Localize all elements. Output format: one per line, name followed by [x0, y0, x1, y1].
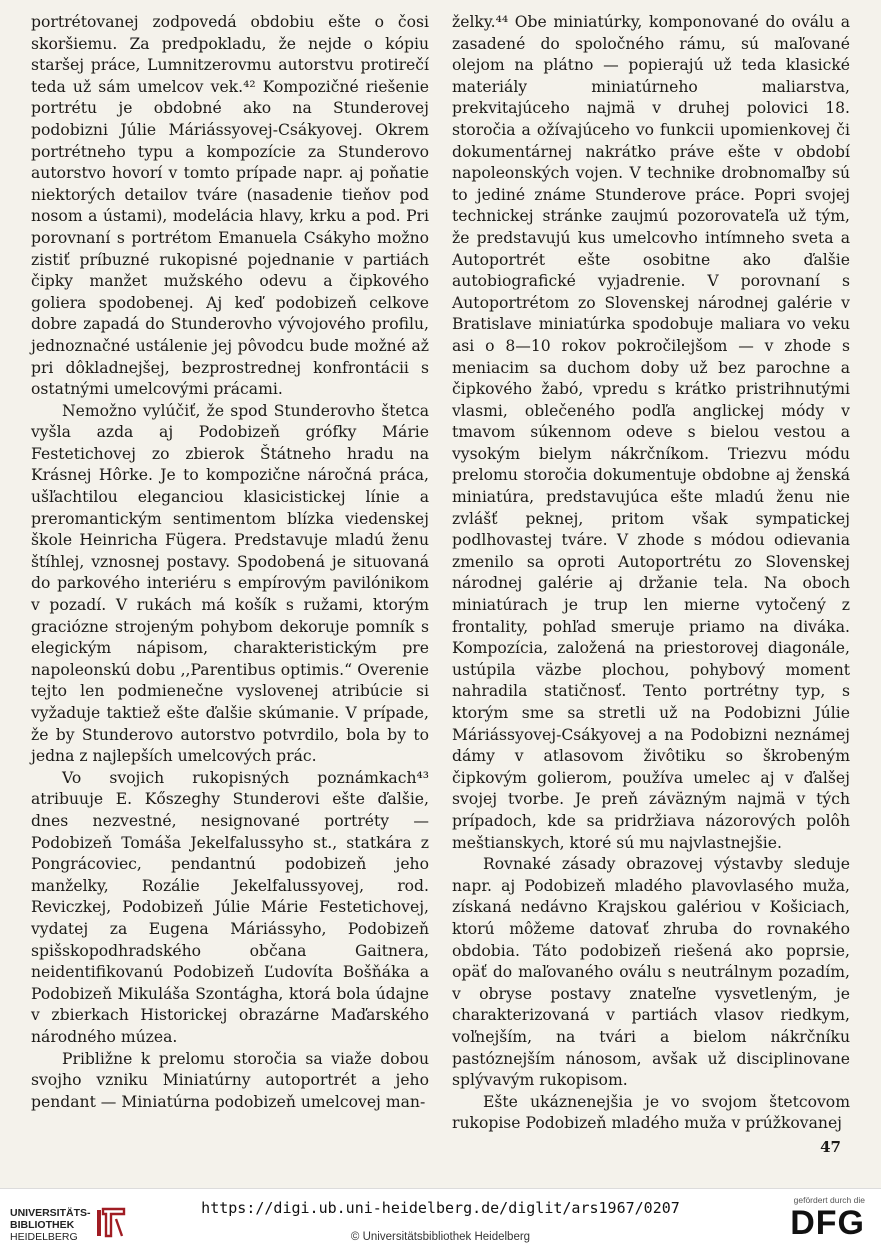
dfg-wordmark: DFG: [790, 1204, 865, 1242]
library-name: UNIVERSITÄTS- BIBLIOTHEK HEIDELBERG: [10, 1207, 91, 1243]
right-text-column: [452, 12, 850, 1135]
permalink-url[interactable]: https://digi.ub.uni-heidelberg.de/diglit/ars1967/0207: [201, 1199, 680, 1217]
paragraph: Vo svojich rukopisných poznámkach⁴³ atribuuje E. Kőszeghy Stunderovi ešte ďalšie, dnes nezvestné, nesignované portréty — Podobizeň Tomáša Jekelfalussyho st., statkára z Pongrácoviec, pendantnú podobizeň jeho manželky, Rozálie Jekelfalussyovej, rod. Reviczkej, Podobizeň Júlie Márie Festetichovej, vydatej za Eugena Máriássyho, Podobizeň spišskopodhradského občana Gaitnera, neidentifikovanú Podobizeň Ľudovíta Bošňáka a Podobizeň Mikuláša Szontágha, ktorá bola údajne v zbierkach Historickej obrazárne Maďarského národného múzea.: [31, 768, 429, 1046]
paragraph: Ešte ukáznenejšia je vo svojom štetcovom rukopise Podobizeň mladého muža v prúžkovanej: [452, 1092, 850, 1133]
dfg-logo[interactable]: [785, 1195, 865, 1251]
viewer-footer: [0, 1188, 881, 1259]
paragraph: portrétovanej zodpovedá obdobiu ešte o čosi skoršiemu. Za predpokladu, že nejde o kópiu staršej práce, Lumnitzerovmu autorstvu protirečí teda už sám umelcov vek.⁴² Kompozičné riešenie portrétu je obdobné ako na Stunderovej podobizni Júlie Máriássyovej-Csákyovej. Okrem portrétneho typu a kompozície za Stunderovo autorstvo hovorí v tomto prípade napr. aj poňatie niektorých detailov tváre (nasadenie tieňov pod nosom a ústami), modelácia hlavy, krku a pod. Pri porovnaní s portrétom Emanuela Csákyho možno zistiť príbuzné rukopisné pojednanie v partiách čipky manžet mužského odevu a čipkového goliera spodobenej. Aj keď podobizeň celkove dobre zapadá do Stunderovho vývojového profilu, jednoznačné ustálenie jej pôvodcu bude možné až pri dôkladnejšej, bezprostrednej konfrontácii s ostatnými umelcovými prácami.: [31, 13, 429, 399]
copyright-notice: © Universitätsbibliothek Heidelberg: [350, 1231, 531, 1243]
paragraph: Rovnaké zásady obrazovej výstavby sleduje napr. aj Podobizeň mladého plavovlasého muža, získaná nedávno Krajskou galériou v Košiciach, ktorú môžeme datovať zhruba do rovnakého obdobia. Táto podobizeň riešená ako poprsie, opäť do maľovaného oválu s neutrálnym pozadím, v obryse postavy znateľne vysvetleným, je charakterizovaná v partiách vlasov riedkym, voľnejším, na tvári a bielom nákrčníku pastóznejším nánosom, avšak už disciplinovane splývavým rukopisom.: [452, 855, 850, 1090]
paragraph: Nemožno vylúčiť, že spod Stunderovho štetca vyšla azda aj Podobizeň grófky Márie Festetichovej zo zbierok Štátneho hradu na Krásnej Hôrke. Je to kompozične náročná práca, ušľachtilou eleganciou klasicistickej línie a preromantickým sentimentom blízka viedenskej škole Heinricha Fügera. Predstavuje mladú ženu štíhlej, vznosnej postavy. Spodobená je situovaná do parkového interiéru s empírovým pavilónikom v pozadí. V rukách má košík s ružami, ktorým graciózne strojeným pohybom dekoruje pomník s elegickým nápisom, charakteristickým pre napoleonskú dobu ,,Parentibus optimis.“ Overenie tejto len podmienečne vyslovenej atribúcie si vyžaduje taktiež ešte ďalšie skúmanie. V prípade, že by Stunderovo autorstvo potvrdilo, bola by to jedna z najlepších umelcových prác.: [31, 401, 429, 766]
paragraph: želky.⁴⁴ Obe miniatúrky, komponované do oválu a zasadené do spoločného rámu, sú maľované olejom na plátno — popierajú už teda klasické materiály miniatúrneho maliarstva, prekvitajúceho najmä v druhej polovici 18. storočia a ožívajúceho vo funkcii upomienkovej či dokumentárnej nakrátko práve ešte v období napoleonských vojen. V technike drobnomaľby sú to jediné známe Stunderove práce. Popri svojej technickej stránke zaujmú pozorovateľa už tým, že predstavujú kus umelcovho intímneho sveta a Autoportrét ešte osobitne ako ďalšie autobiografické vyjadrenie. V porovnaní s Autoportrétom zo Slovenskej národnej galérie v Bratislave miniatúrka spodobuje maliara vo veku asi o 8—10 rokov pokročilejšom — v zhode s meniacim sa duchom doby už bez parochne a čipkového žabó, vpredu s krátko pristrihnutými vlasmi, oblečeného podľa anglickej módy v tmavom súkennom odeve s bielou vestou a vysokým bielym nákrčníkom. Triezvu módu prelomu storočia dokumentuje obdobne aj ženská miniatúra, predstavujúca ešte mladú ženu nie zvlášť peknej, pritom však sympatickej podlhovastej tváre. V zhode s módou odievania zmenilo sa oproti Autoportrétu zo Slovenskej národnej galérie aj držanie tela. Na oboch miniatúrach je trup len mierne vytočený z frontality, pohľad smeruje priamo na diváka. Kompozícia, založená na priestorovej diagonále, ustúpila väzbe plochou, pohybový moment nahradila statičnosť. Tento portrétny typ, s ktorým sme sa stretli už na Podobizni Júlie Máriássyovej-Csákyovej a na Podobizni neznámej dámy v atlasovom živôtiku so škrobeným čipkovým golierom, používa umelec aj v ďalšej svojej tvorbe. Je preň záväzným najmä v tých prípadoch, kde sa pridržiava názorových polôh meštianskych, ktoré sú mu najvlastnejšie.: [452, 13, 850, 852]
paragraph: Približne k prelomu storočia sa viaže dobou svojho vzniku Miniatúrny autoportrét a jeho pendant — Miniatúrna podobizeň umelcovej man-: [31, 1049, 429, 1111]
left-text-column: [31, 12, 429, 1113]
dfg-tagline: gefördert durch die: [793, 1195, 865, 1205]
page-number: 47: [820, 1138, 841, 1156]
